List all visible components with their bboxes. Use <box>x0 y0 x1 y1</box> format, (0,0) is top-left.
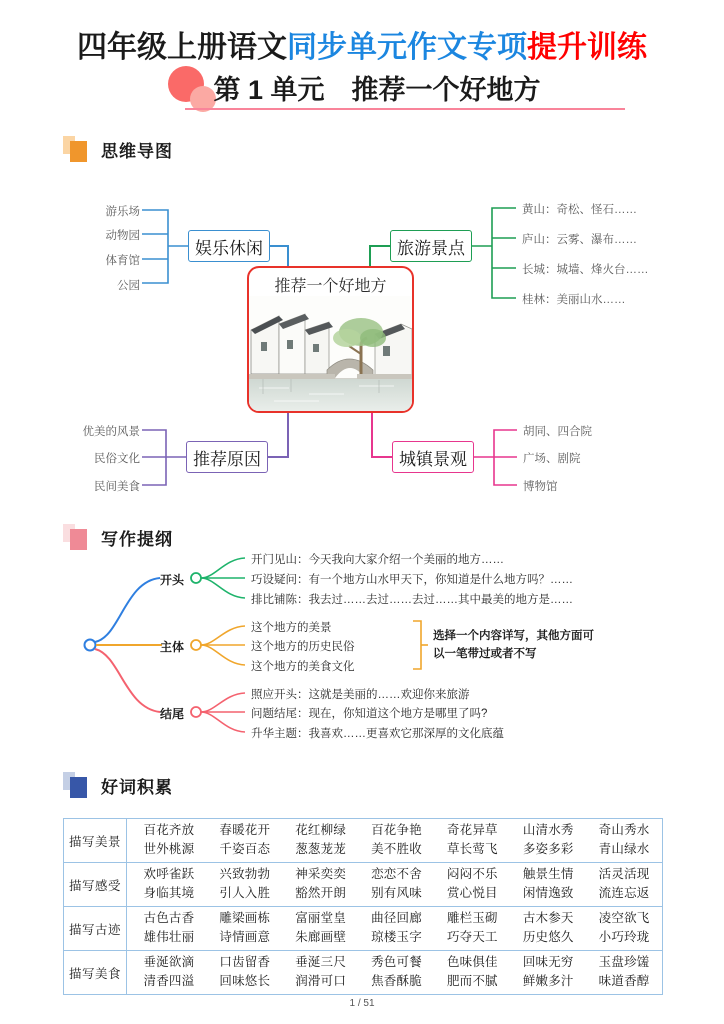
blue-square-icon <box>63 772 87 798</box>
table-row-category: 描写美景 <box>64 819 127 863</box>
word-cell: 秀色可餐 <box>371 955 422 969</box>
word-cell: 富丽堂皇 <box>295 911 347 925</box>
mindmap-leaf: 庐山：云雾、瀑布…… <box>522 234 637 246</box>
word-cell: 古色古香 <box>143 911 195 925</box>
word-cell: 青山绿水 <box>598 842 650 856</box>
title-part-blue: 同步单元作文专项 <box>287 31 527 64</box>
word-line <box>131 928 662 947</box>
word-cell: 回味无穷 <box>522 955 574 969</box>
word-cell: 小巧玲珑 <box>598 930 650 944</box>
mindmap-leaf: 胡同、四合院 <box>523 426 592 438</box>
outline-item: 照应开头：这就是美丽的……欢迎你来旅游 <box>251 689 470 701</box>
outline-item: 这个地方的美食文化 <box>251 661 355 673</box>
word-cell: 肥而不腻 <box>446 974 498 988</box>
table-row-words <box>127 951 663 995</box>
mindmap-leaf: 动物园 <box>105 230 140 242</box>
outline-item: 开门见山：今天我向大家介绍一个美丽的地方…… <box>251 554 504 566</box>
mindmap-leaf: 民间美食 <box>94 481 140 493</box>
word-cell: 闲情逸致 <box>522 886 574 900</box>
outline-branch-label-body: 主体 <box>160 640 185 654</box>
word-cell: 山清水秀 <box>522 823 574 837</box>
word-cell: 奇花异草 <box>446 823 498 837</box>
table-row-category: 描写感受 <box>64 863 127 907</box>
outline-item: 巧设疑问：有一个地方山水甲天下，你知道是什么地方吗？…… <box>251 574 573 586</box>
mindmap-leaf: 长城：城墙、烽火台…… <box>522 264 649 276</box>
outline-note-line2: 以一笔带过或者不写 <box>433 648 537 660</box>
word-cell: 雕栏玉砌 <box>446 911 498 925</box>
table-row <box>64 951 663 995</box>
word-line <box>131 821 662 840</box>
mindmap-leaf: 博物馆 <box>523 481 558 493</box>
mindmap-leaf: 黄山：奇松、怪石…… <box>522 204 637 216</box>
table-row-category: 描写美食 <box>64 951 127 995</box>
page-title <box>0 22 724 66</box>
word-cell: 巧夺天工 <box>446 930 498 944</box>
table-row <box>64 907 663 951</box>
word-cell: 口齿留香 <box>219 955 271 969</box>
outline-branch-label-opening: 开头 <box>160 573 185 587</box>
outline-item: 问题结尾：现在，你知道这个地方是哪里了吗? <box>251 708 488 720</box>
mindmap-leaf: 体育馆 <box>105 255 140 267</box>
word-cell: 色味俱佳 <box>446 955 498 969</box>
mindmap-leaf: 桂林：美丽山水…… <box>522 294 626 306</box>
word-cell: 活灵活现 <box>598 867 650 881</box>
outline-branch-label-ending: 结尾 <box>160 707 185 721</box>
table-row-category: 描写古迹 <box>64 907 127 951</box>
mindmap-center-node <box>247 266 414 413</box>
word-cell: 琼楼玉字 <box>371 930 422 944</box>
word-line <box>131 884 662 903</box>
word-line <box>131 972 662 991</box>
word-cell: 流连忘返 <box>598 886 650 900</box>
word-cell: 雄伟壮丽 <box>143 930 195 944</box>
word-cell: 恋恋不舍 <box>371 867 422 881</box>
title-part-black: 四年级上册语文 <box>77 31 287 64</box>
table-row-words <box>127 819 663 863</box>
table-row <box>64 863 663 907</box>
orange-square-icon <box>63 136 87 162</box>
word-cell: 世外桃源 <box>143 842 195 856</box>
word-line <box>131 953 662 972</box>
word-cell: 清香四溢 <box>143 974 195 988</box>
word-cell: 鲜嫩多汁 <box>522 974 574 988</box>
word-cell: 千姿百态 <box>219 842 271 856</box>
word-cell: 豁然开朗 <box>295 886 347 900</box>
word-cell: 古木参天 <box>522 911 574 925</box>
outline-item: 升华主题：我喜欢……更喜欢它那深厚的文化底蕴 <box>251 728 504 740</box>
subtitle-underline <box>185 108 625 110</box>
outline-item: 这个地方的美景 <box>251 622 332 634</box>
word-cell: 凌空欲飞 <box>598 911 650 925</box>
mindmap-leaf: 优美的风景 <box>82 426 140 438</box>
word-cell: 曲径回廊 <box>371 911 422 925</box>
table-row-words <box>127 907 663 951</box>
word-cell: 花红柳绿 <box>295 823 347 837</box>
word-cell: 百花争艳 <box>371 823 422 837</box>
mindmap-node-reasons: 推荐原因 <box>186 441 268 473</box>
word-cell: 雕梁画栋 <box>219 911 271 925</box>
mindmap-leaf: 民俗文化 <box>94 453 140 465</box>
section-label-outline: 写作提纲 <box>101 529 173 549</box>
section-heading-mindmap <box>63 136 173 162</box>
page-number: 1 / 51 <box>349 998 375 1009</box>
word-cell: 味道香醇 <box>598 974 650 988</box>
outline-item: 这个地方的历史民俗 <box>251 641 355 653</box>
word-cell: 赏心悦目 <box>446 886 498 900</box>
word-cell: 闷闷不乐 <box>446 867 498 881</box>
word-cell: 美不胜收 <box>371 842 422 856</box>
words-table <box>63 818 663 995</box>
word-cell: 引人入胜 <box>219 886 271 900</box>
outline-note-line1: 选择一个内容详写，其他方面可 <box>433 630 594 642</box>
word-cell: 百花齐放 <box>143 823 195 837</box>
word-cell: 身临其境 <box>143 886 195 900</box>
word-cell: 奇山秀水 <box>598 823 650 837</box>
word-cell: 回味悠长 <box>219 974 271 988</box>
table-row-words <box>127 863 663 907</box>
word-cell: 朱廊画壁 <box>295 930 347 944</box>
section-label-mindmap: 思维导图 <box>101 141 173 161</box>
word-cell: 多姿多彩 <box>522 842 574 856</box>
section-heading-words <box>63 772 173 798</box>
word-cell: 别有风味 <box>371 886 422 900</box>
word-cell: 垂涎欲滴 <box>143 955 195 969</box>
outline-item: 排比铺陈：我去过……去过……去过……其中最美的地方是…… <box>251 594 573 606</box>
word-cell: 触景生情 <box>522 867 574 881</box>
word-cell: 焦香酥脆 <box>371 974 422 988</box>
section-label-words: 好词积累 <box>101 777 173 797</box>
mindmap-node-attractions: 旅游景点 <box>390 230 472 262</box>
word-line <box>131 840 662 859</box>
word-cell: 葱葱茏茏 <box>295 842 347 856</box>
word-cell: 润滑可口 <box>295 974 347 988</box>
title-part-red: 提升训练 <box>527 31 647 64</box>
mindmap-leaf: 公园 <box>117 280 140 292</box>
word-cell: 草长莺飞 <box>446 842 498 856</box>
outline-diagram <box>0 545 724 775</box>
mindmap-node-entertainment: 娱乐休闲 <box>188 230 270 262</box>
word-line <box>131 909 662 928</box>
word-cell: 欢呼雀跃 <box>143 867 195 881</box>
mindmap-leaf: 广场、剧院 <box>523 453 581 465</box>
word-cell: 神采奕奕 <box>295 867 347 881</box>
word-line <box>131 865 662 884</box>
table-row <box>64 819 663 863</box>
mindmap-leaf: 游乐场 <box>105 206 140 218</box>
mindmap-node-townscape: 城镇景观 <box>392 441 474 473</box>
unit-subtitle: 第 1 单元 推荐一个好地方 <box>213 75 541 105</box>
watertown-illustration <box>249 296 412 411</box>
word-cell: 兴致勃勃 <box>219 867 271 881</box>
word-cell: 春暖花开 <box>219 823 271 837</box>
word-cell: 玉盘珍馐 <box>598 955 650 969</box>
word-cell: 垂涎三尺 <box>295 955 347 969</box>
word-cell: 历史悠久 <box>522 930 574 944</box>
mindmap-center-label: 推荐一个好地方 <box>274 278 387 295</box>
word-cell: 诗情画意 <box>219 930 271 944</box>
